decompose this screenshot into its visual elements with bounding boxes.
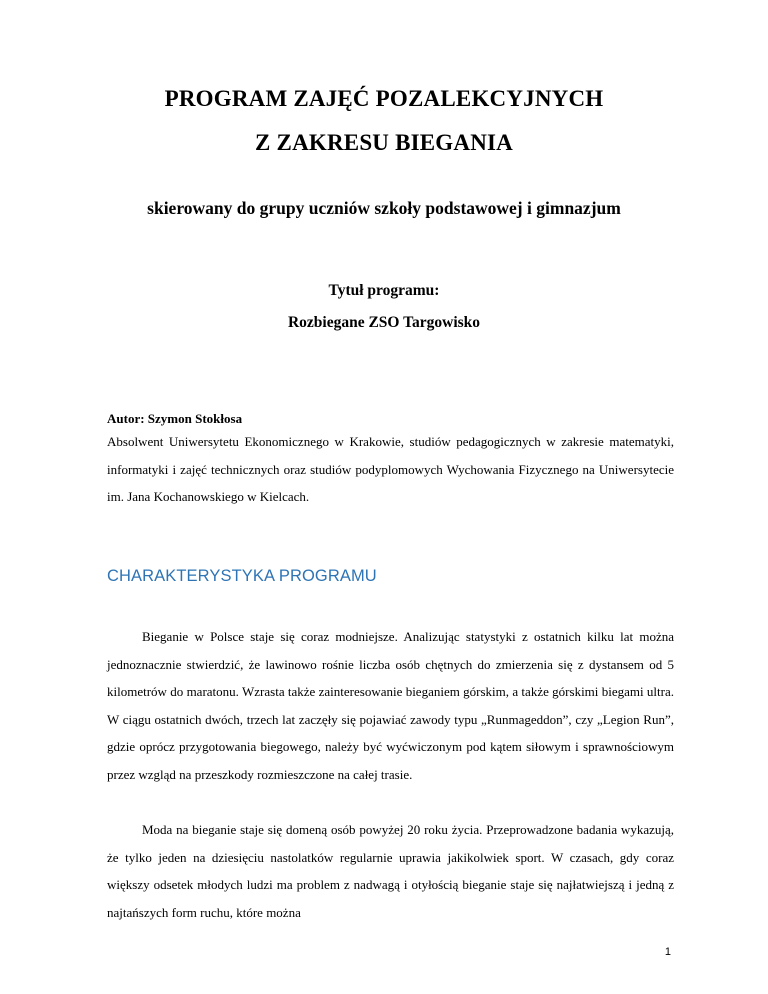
section-heading: CHARAKTERYSTYKA PROGRAMU [107,567,377,585]
subtitle: skierowany do grupy uczniów szkoły podstawowej i gimnazjum [147,198,621,218]
paragraph-1: Bieganie w Polsce staje się coraz modniejsze. Analizując statystyki z ostatnich kilku lat można jednoznacznie stwierdzić, że lawinowo rośnie liczba osób chętnych do zmierzenia się z dystansem od 5 kilometrów do maratonu. Wzrasta także zainteresowanie bieganiem górskim, a także górskimi biegami ultra. W ciągu ostatnich dwóch, trzech lat zaczęły się pojawiać zawody typu „Runmageddon”, czy „Legion Run”, gdzie oprócz przygotowania biegowego, należy być wyćwiczonym pod kątem siłowym i sprawnościowym przez wzgląd na przeszkody rozmieszczone na całej trasie. [107,629,674,782]
paragraph-2: Moda na bieganie staje się domeną osób powyżej 20 roku życia. Przeprowadzone badania wykazują, że tylko jeden na dziesięciu nastolatków regularnie uprawia jakikolwiek sport. W czasach, gdy coraz większy odsetek młodych ludzi ma problem z nadwagą i otyłością bieganie staje się najłatwiejszą i jedną z najtańszych form ruchu, które można [107,822,674,920]
page-number: 1 [664,946,671,958]
program-title-label: Tytuł programu: [328,282,440,299]
author-bio: Absolwent Uniwersytetu Ekonomicznego w Krakowie, studiów pedagogicznych w zakresie matematyki, informatyki i zajęć technicznych oraz studiów podyplomowych Wychowania Fizycznego na Uniwersytecie im. Jana Kochanowskiego w Kielcach. [107,434,674,505]
title-line-1: PROGRAM ZAJĘĆ POZALEKCYJNYCH [164,86,604,111]
title-line-2: Z ZAKRESU BIEGANIA [255,130,513,155]
author-line: Autor: Szymon Stokłosa [107,411,243,426]
program-name: Rozbiegane ZSO Targowisko [287,314,481,331]
